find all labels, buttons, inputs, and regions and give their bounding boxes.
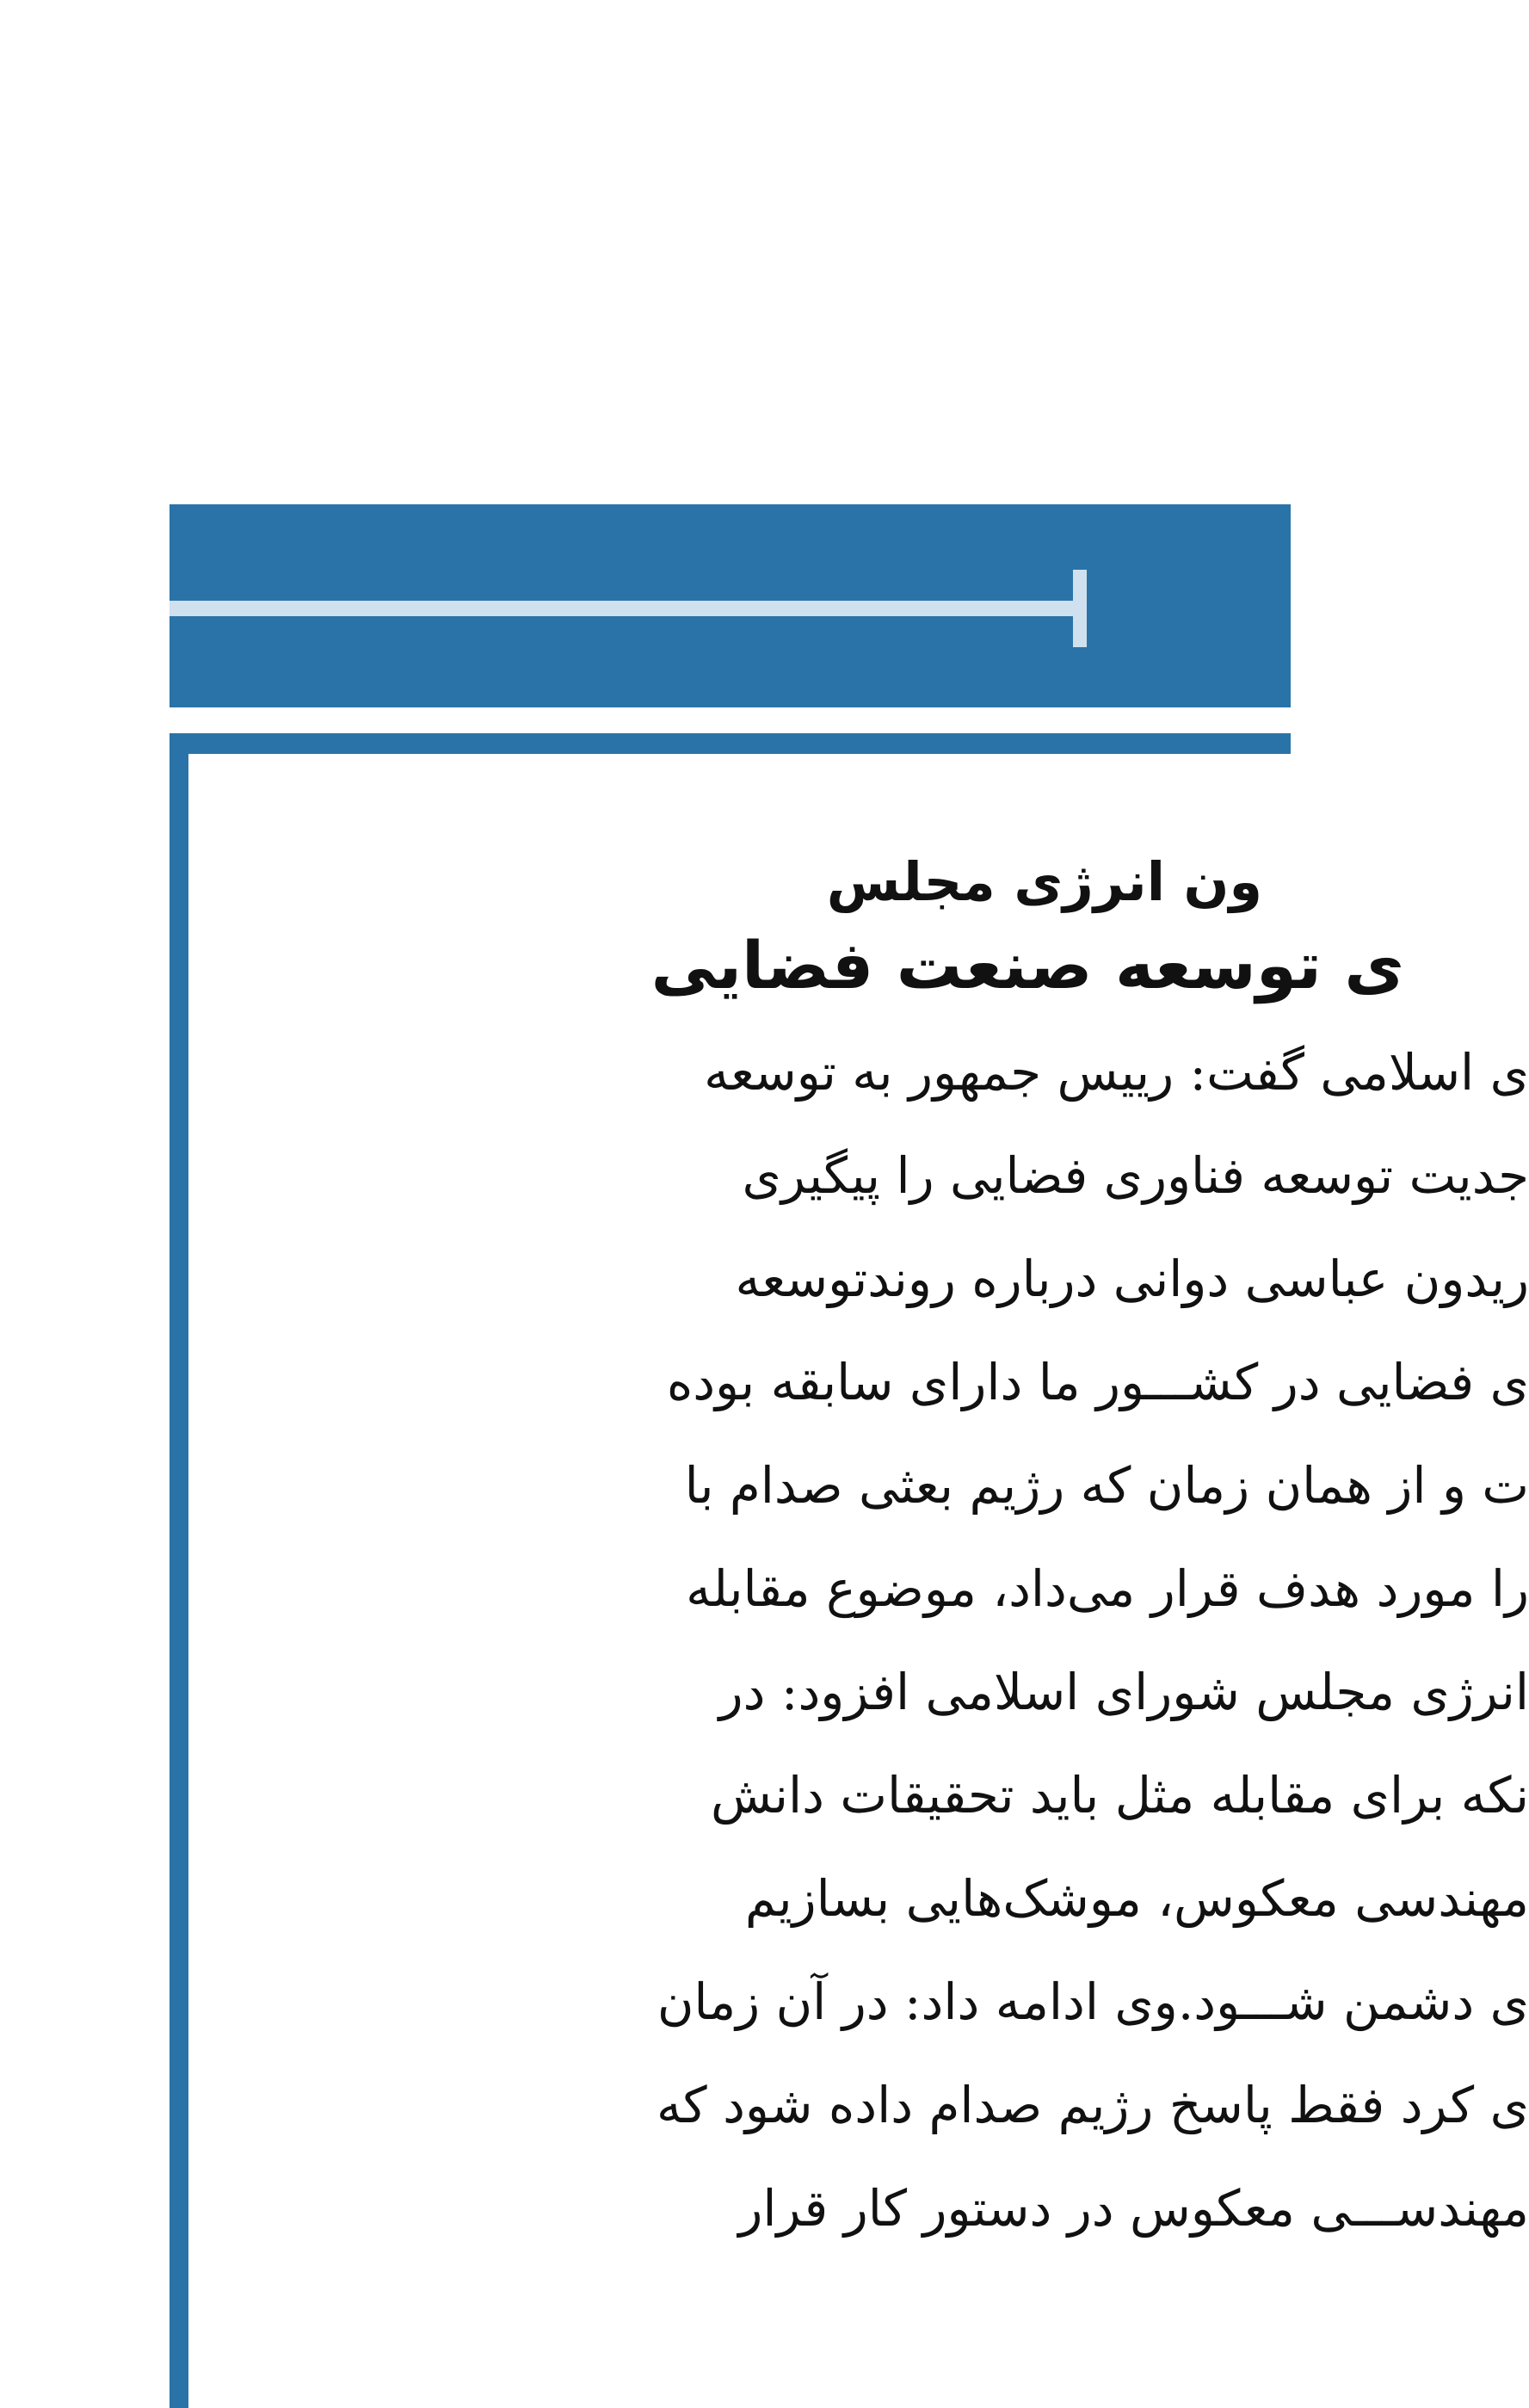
header-rule-line — [170, 601, 1082, 616]
article-frame — [170, 733, 1529, 2408]
article-headline: ی توسعه صنعت فضایی — [650, 927, 1404, 1003]
header-rule-tick — [1073, 570, 1087, 647]
section-header-band — [170, 504, 1291, 707]
article-panel — [188, 754, 1529, 2408]
article-line: نکه برای مقابله مثل باید تحقیقات دانش — [710, 1766, 1529, 1825]
article-kicker: ون انرژی مجلس — [826, 850, 1262, 913]
article-line: جدیت توسعه فناوری فضایی را پیگیری — [742, 1146, 1529, 1205]
article-body — [238, 849, 1529, 2260]
article-line: ی دشمن شـــود.وی ادامه داد: در آن زمان — [657, 1973, 1529, 2031]
article-line: ی اسلامی گفت: رییس جمهور به توسعه — [704, 1043, 1529, 1102]
article-line: انرژی مجلس شورای اسلامی افزود: در — [718, 1663, 1529, 1721]
article-line: ت و از همان زمان که رژیم بعثی صدام با — [684, 1456, 1529, 1515]
article-line: ی کرد فقط پاسخ رژیم صدام داده شود که — [656, 2076, 1529, 2134]
article-line: ی فضایی در کشـــور ما دارای سابقه بوده — [666, 1353, 1529, 1411]
article-line: مهندســـی معکوس در دستور کار قرار — [738, 2179, 1529, 2238]
article-line: مهندسی معکوس، موشک‌هایی بسازیم — [744, 1869, 1529, 1928]
article-line: را مورد هدف قرار می‌داد، موضوع مقابله — [686, 1559, 1529, 1618]
article-line: ریدون عباسی دوانی درباره روندتوسعه — [735, 1250, 1529, 1308]
